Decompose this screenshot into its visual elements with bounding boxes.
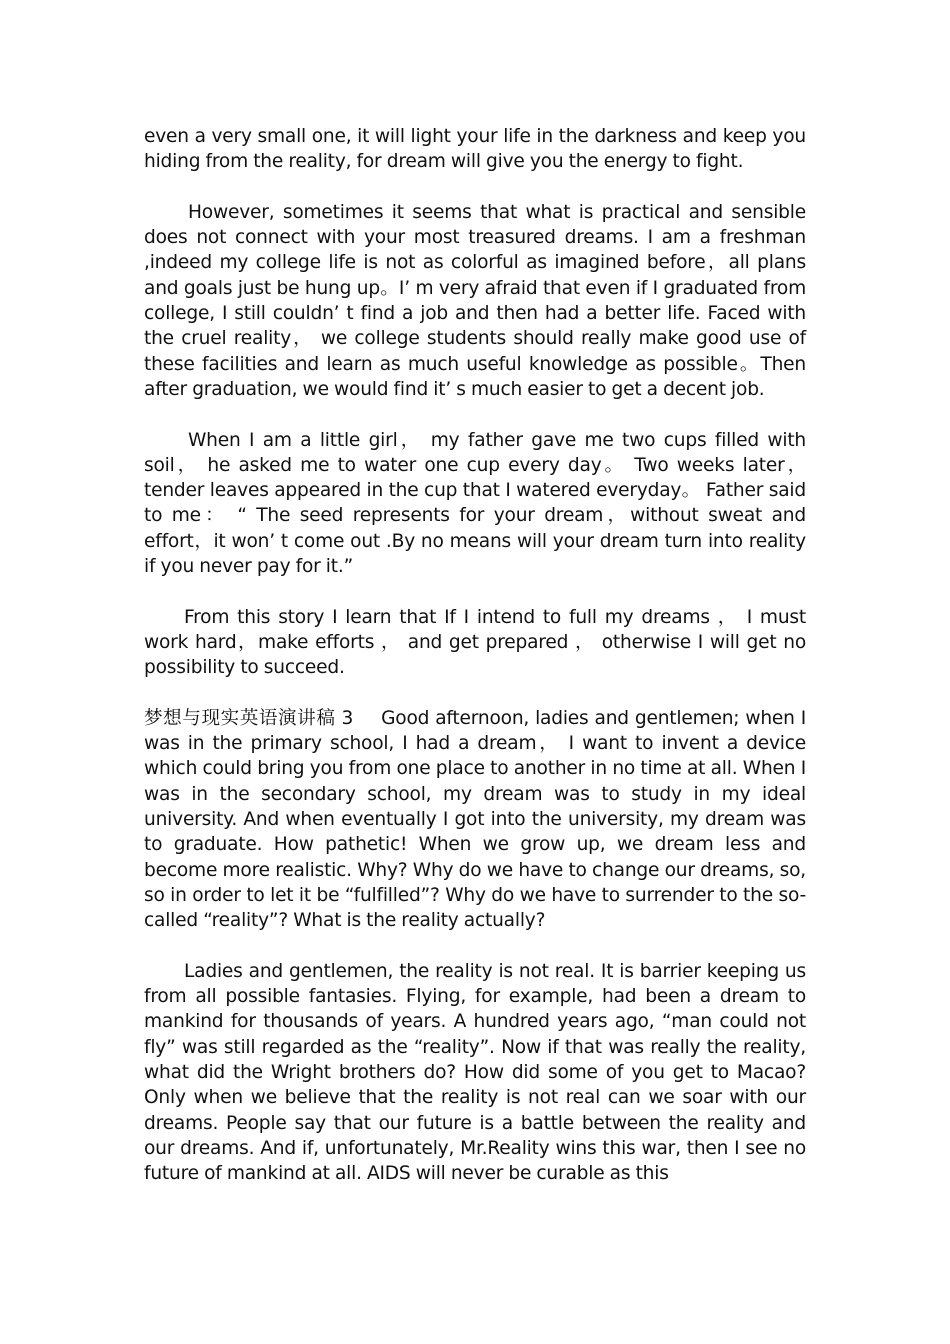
section-3-paragraph — [144, 706, 806, 934]
section-heading: 梦想与现实英语演讲稿 3 — [144, 707, 354, 729]
paragraph-practical-sensible: However, sometimes it seems that what is practical and sensible does not connect with your most treasured dreams. I am a freshman ,indeed my college life is not as colorful as imagined before，all plans and goals just be hung up。I’ m very afraid that even if I graduated from college, I still couldn’ t find a job and then had a better life. Faced with the cruel reality， we college students should really make good use of these facilities and learn as much useful knowledge as possible。Then after graduation, we would find it’ s much easier to get a decent job. — [144, 201, 806, 400]
paragraph-story-lesson: From this story I learn that If I intend to full my dreams ， I must work hard，make efforts ， and get prepared ， otherwise I will get no possibility to succeed. — [144, 606, 806, 679]
document-page — [144, 124, 806, 1212]
section-3-text: Good afternoon, ladies and gentlemen; when I was in the primary school, I had a dream， I want to invent a device which could bring you from one place to another in no time at all. When I was in the secondary school, my dream was to study in my ideal university. And when eventually I got into the university, my dream was to graduate. How pathetic! When we grow up, we dream less and become more realistic. Why? Why do we have to change our dreams, so, so in order to let it be “fulfilled”? Why do we have to surrender to the so-called “reality”? What is the reality actually? — [144, 707, 806, 932]
paragraph-little-girl-story: When I am a little girl， my father gave me two cups filled with soil， he asked me to water one cup every day。 Two weeks later， tender leaves appeared in the cup that I watered everyday。 Father said to me： “ The seed represents for your dream，without sweat and effort，it won’ t come out .By no means will your dream turn into reality if you never pay for it.” — [144, 429, 806, 578]
paragraph-dream-light: even a very small one, it will light your life in the darkness and keep you hiding from the reality, for dream will give you the energy to fight. — [144, 126, 806, 173]
paragraph-reality-not-real: Ladies and gentlemen, the reality is not real. It is barrier keeping us from all possible fantasies. Flying, for example, had been a dream to mankind for thousands of years. A hundred years ago, “man could not fly” was still regarded as the “reality”. Now if that was really the reality, what did the Wright brothers do? How did some of you get to Macao? Only when we believe that the reality is not real can we soar with our dreams. People say that our future is a battle between the reality and our dreams. And if, unfortunately, Mr.Reality wins this war, then I see no future of mankind at all. AIDS will never be curable as this — [144, 960, 806, 1185]
